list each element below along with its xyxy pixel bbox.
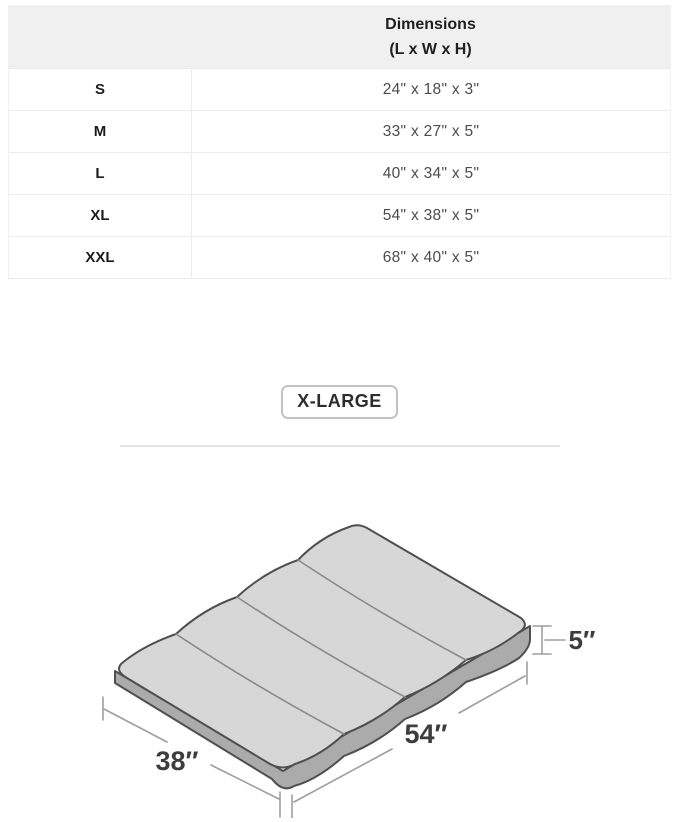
product-dimensions-illustration — [0, 447, 679, 818]
table-row — [8, 236, 671, 278]
height-label: 5″ — [568, 625, 596, 655]
size-dimensions-table — [8, 5, 671, 279]
mattress-top — [119, 525, 525, 767]
width-label: 38″ — [155, 746, 199, 776]
table-header — [8, 5, 671, 68]
table-row — [8, 110, 671, 152]
dimensions-cell: 40" x 34" x 5" — [382, 164, 480, 182]
size-cell: S — [9, 69, 192, 110]
size-cell: XL — [9, 195, 192, 236]
dimensions-cell: 24" x 18" x 3" — [382, 80, 480, 98]
length-label: 54″ — [404, 719, 448, 749]
selected-size-row — [0, 385, 679, 419]
table-row — [8, 152, 671, 194]
height-dimension-line — [533, 626, 565, 654]
size-cell: XXL — [9, 237, 192, 278]
size-cell: M — [9, 111, 192, 152]
dimensions-cell: 33" x 27" x 5" — [382, 122, 480, 140]
table-body — [8, 68, 671, 279]
table-row — [8, 68, 671, 110]
table-row — [8, 194, 671, 236]
header-line1: Dimensions — [385, 16, 476, 33]
dimensions-cell: 68" x 40" x 5" — [382, 248, 480, 266]
header-dimensions — [190, 12, 671, 62]
size-cell: L — [9, 153, 192, 194]
header-size-column-spacer — [8, 12, 190, 62]
selected-size-badge[interactable]: X-LARGE — [281, 385, 398, 419]
header-line2: (L x W x H) — [389, 41, 472, 58]
dimensions-cell: 54" x 38" x 5" — [382, 206, 480, 224]
